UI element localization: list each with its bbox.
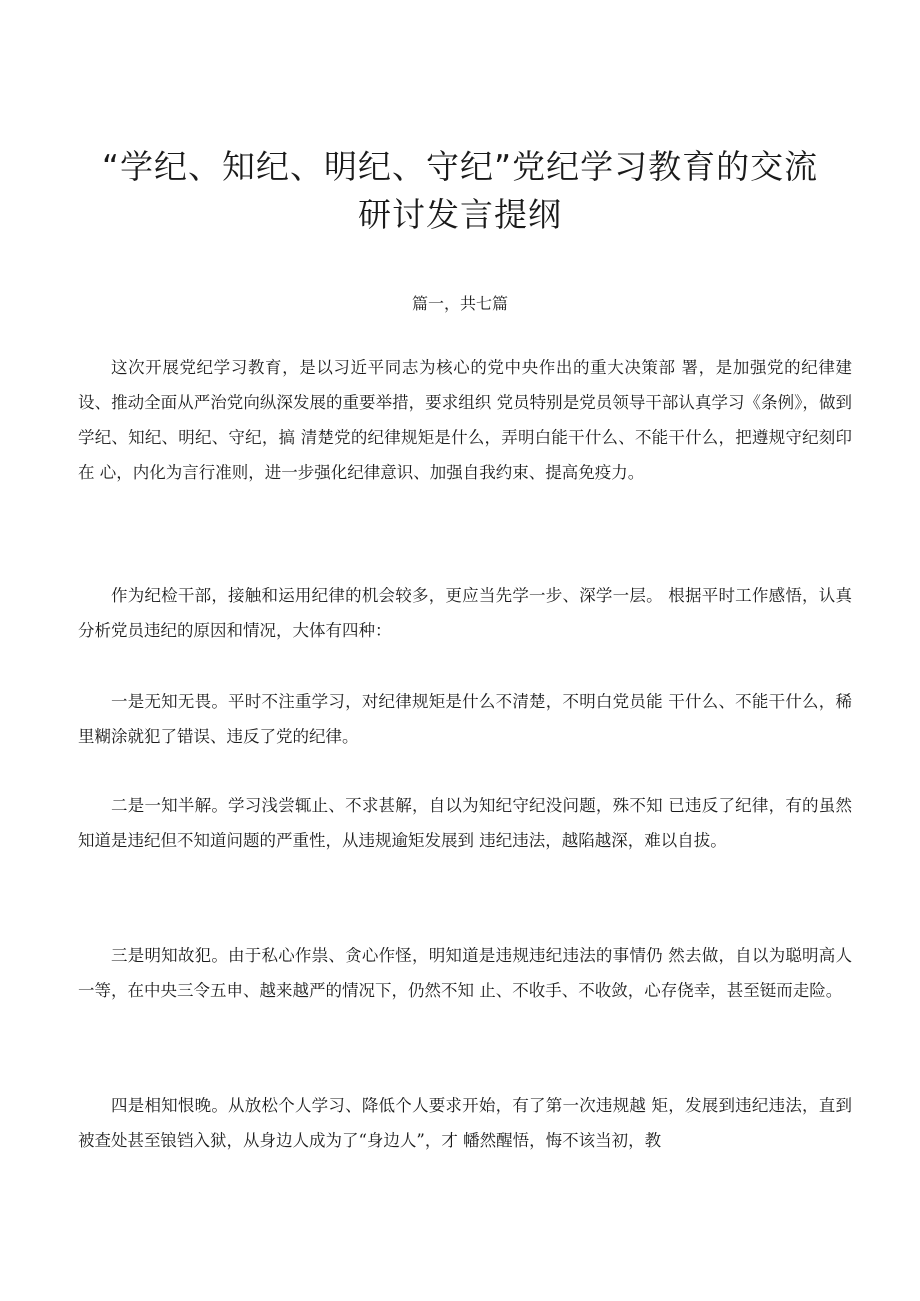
paragraph-point-2: 二是一知半解。学习浅尝辄止、不求甚解，自以为知纪守纪没问题，殊不知 已违反了纪律，有的虽然知道是违纪但不知道问题的严重性，从违规逾矩发展到 违纪违法，越陷越深，难以自拔。 [78,796,852,850]
paragraph-point-4: 四是相知恨晚。从放松个人学习、降低个人要求开始，有了第一次违规越 矩，发展到违纪违法，直到被查处甚至锒铛入狱，从身边人成为了“身边人”，才 幡然醒悟，悔不该当初，教 [78,1096,852,1150]
document-title-line-1: “学纪、知纪、明纪、守纪”党纪学习教育的交流 [101,147,819,187]
paragraph-overview: 作为纪检干部，接触和运用纪律的机会较多，更应当先学一步、深学一层。 根据平时工作感悟，认真分析党员违纪的原因和情况，大体有四种： [78,586,852,640]
paragraph-point-1: 一是无知无畏。平时不注重学习，对纪律规矩是什么不清楚，不明白党员能 干什么、不能干什么，稀里糊涂就犯了错误、违反了党的纪律。 [78,692,852,746]
document-subtitle: 篇一，共七篇 [411,294,508,313]
document-title-line-2: 研讨发言提纲 [358,195,562,235]
paragraph-intro: 这次开展党纪学习教育，是以习近平同志为核心的党中央作出的重大决策部 署，是加强党的纪律建设、推动全面从严治党向纵深发展的重要举措，要求组织 党员特别是党员领导干部认真学习《条例》，做到学纪、知纪、明纪、守纪，搞 清楚党的纪律规矩是什么，弄明白能干什么、不能干什么，把遵规守纪刻印在 心，内化为言行准则，进一步强化纪律意识、加强自我约束、提高免疫力。 [78,358,852,482]
paragraph-point-3: 三是明知故犯。由于私心作祟、贪心作怪，明知道是违规违纪违法的事情仍 然去做，自以为聪明高人一等，在中央三令五申、越来越严的情况下，仍然不知 止、不收手、不收敛，心存侥幸，甚至铤而走险。 [78,946,852,1000]
